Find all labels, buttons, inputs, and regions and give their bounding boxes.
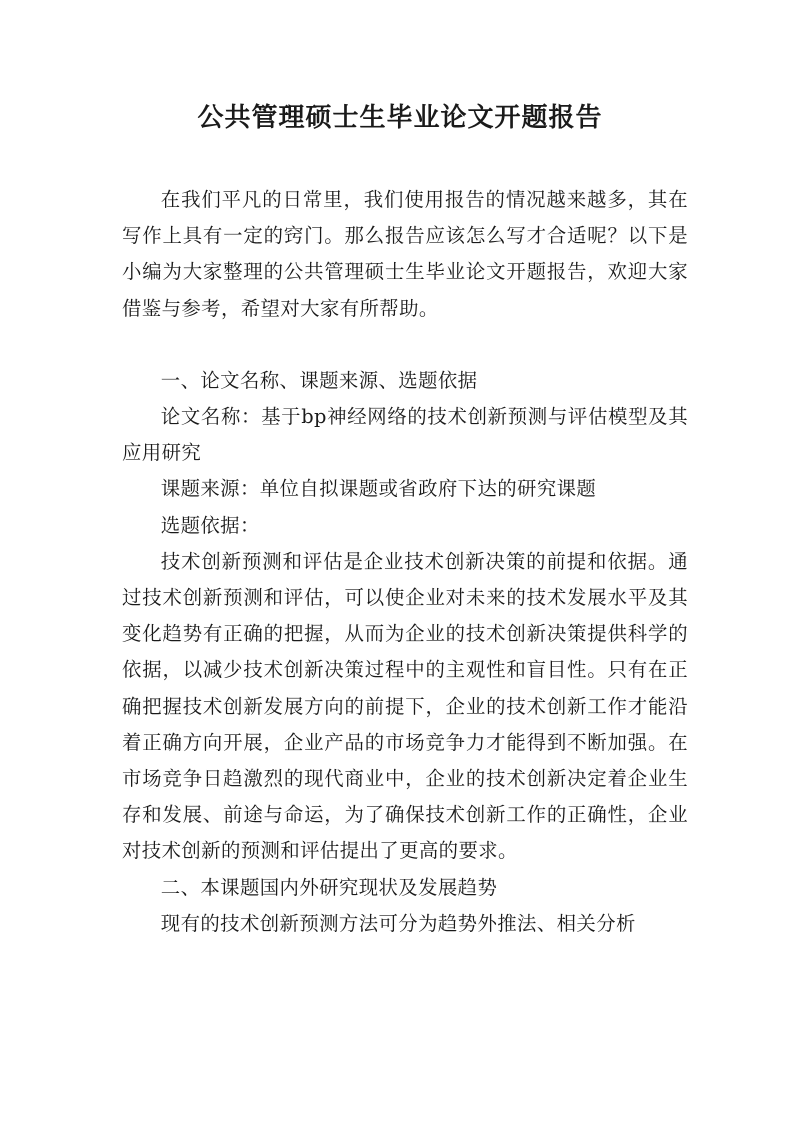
section-heading-2: 二、本课题国内外研究现状及发展趋势	[160, 875, 498, 899]
research-status-paragraph: 现有的技术创新预测方法可分为趋势外推法、相关分析	[160, 911, 636, 935]
document-title: 公共管理硕士生毕业论文开题报告	[197, 103, 603, 133]
topic-basis-label: 选题依据：	[160, 513, 260, 537]
topic-source-paragraph: 课题来源：单位自拟课题或省政府下达的研究课题	[160, 477, 597, 501]
section-heading-1: 一、论文名称、课题来源、选题依据	[160, 368, 478, 392]
intro-paragraph: 在我们平凡的日常里，我们使用报告的情况越来越多，其在写作上具有一定的窍门。那么报告应该怎么写才合适呢？以下是小编为大家整理的公共管理硕士生毕业论文开题报告，欢迎大家借鉴与参考，希望对大家有所帮助。	[122, 188, 688, 320]
thesis-name-paragraph: 论文名称：基于bp神经网络的技术创新预测与评估模型及其应用研究	[122, 405, 688, 465]
document-body	[122, 182, 688, 942]
topic-basis-paragraph: 技术创新预测和评估是企业技术创新决策的前提和依据。通过技术创新预测和评估，可以使企业对未来的技术发展水平及其变化趋势有正确的把握，从而为企业的技术创新决策提供科学的依据，以减少技术创新决策过程中的主观性和盲目性。只有在正确把握技术创新发展方向的前提下，企业的技术创新工作才能沿着正确方向开展，企业产品的市场竞争力才能得到不断加强。在市场竞争日趋激烈的现代商业中，企业的技术创新决定着企业生存和发展、前途与命运，为了确保技术创新工作的正确性，企业对技术创新的预测和评估提出了更高的要求。	[122, 549, 688, 863]
